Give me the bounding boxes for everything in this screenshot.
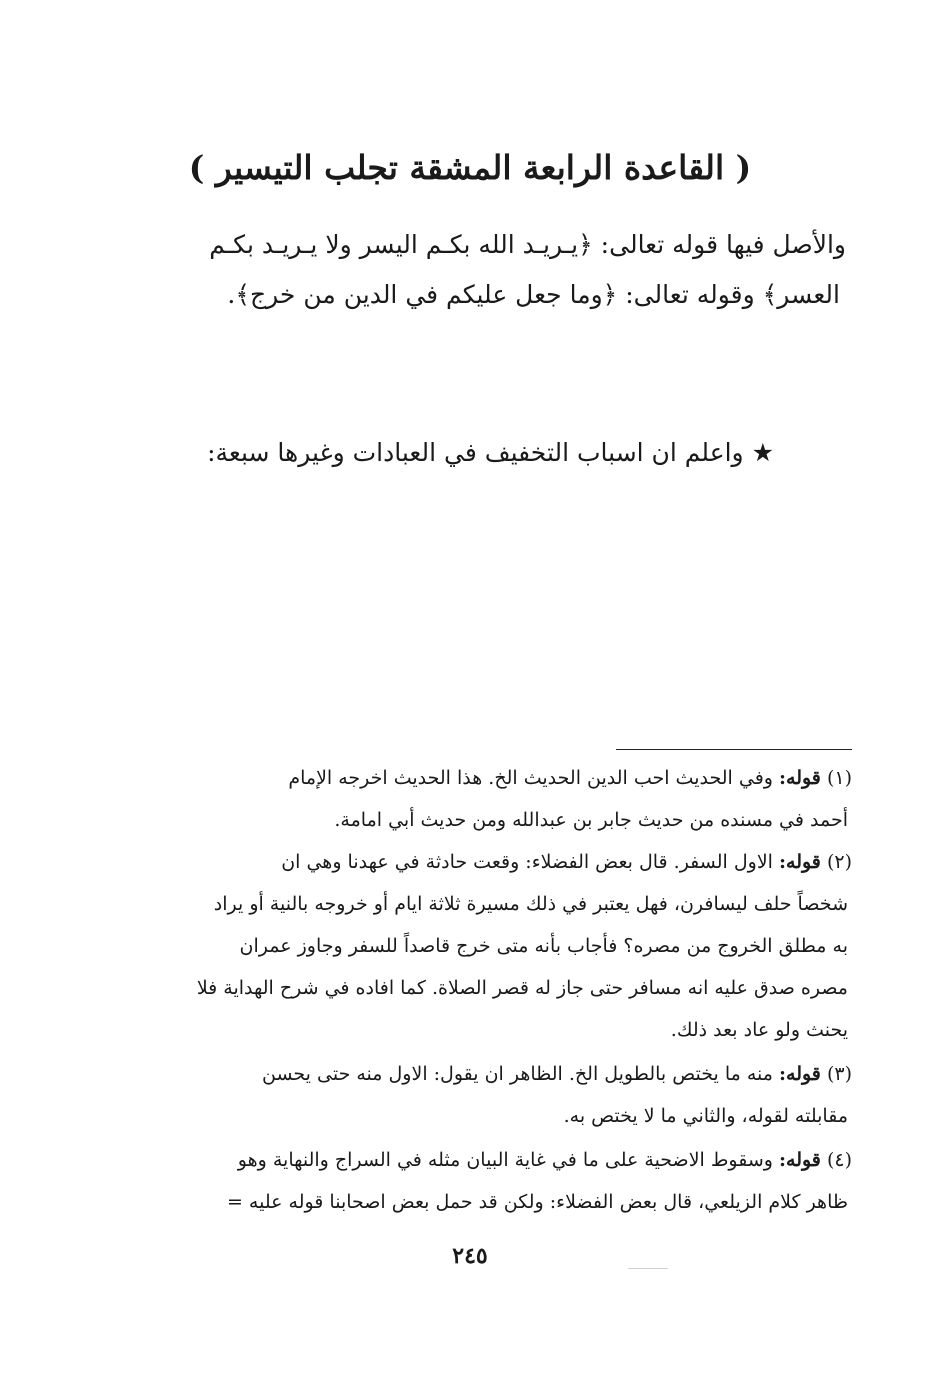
footnote-text: وسقوط الاضحية على ما في غاية البيان مثله في السراج والنهاية وهو xyxy=(237,1149,773,1171)
intro-line-2: العسر﴾ وقوله تعالى: ﴿وما جعل عليكم في الدين من خرج﴾. xyxy=(227,280,840,309)
footnote-2-line-5: يحنث ولو عاد بعد ذلك. xyxy=(670,1019,848,1041)
footnote-label: قوله: xyxy=(779,767,821,789)
footnote-1-line-2: أحمد في مسنده من حديث جابر بن عبدالله ومن حديث أبي امامة. xyxy=(334,809,848,831)
footnote-label: قوله: xyxy=(779,1063,821,1085)
footnote-number: (١) xyxy=(826,767,852,789)
page-number: ٢٤٥ xyxy=(452,1243,488,1269)
footnote-2-line-3: به مطلق الخروج من مصره؟ فأجاب بأنه متى خرج قاصداً للسفر وجاوز عمران xyxy=(239,935,848,957)
scan-mark xyxy=(628,1268,668,1269)
footnote-label: قوله: xyxy=(779,1149,821,1171)
footnote-text: منه ما يختص بالطويل الخ. الظاهر ان يقول: الاول منه حتى يحسن xyxy=(262,1063,773,1085)
footnote-2-line-4: مصره صدق عليه انه مسافر حتى جاز له قصر الصلاة. كما افاده في شرح الهداية فلا xyxy=(196,977,848,999)
intro-line-1: والأصل فيها قوله تعالى: ﴿يـريـد الله بكـم اليسر ولا يـريـد بكـم xyxy=(209,230,846,259)
footnote-3 xyxy=(100,1054,852,1094)
footnote-number: (٤) xyxy=(826,1149,852,1171)
page-title: ( القاعدة الرابعة المشقة تجلب التيسير ) xyxy=(188,148,752,187)
footnote-text: وفي الحديث احب الدين الحديث الخ. هذا الحديث اخرجه الإمام xyxy=(288,767,773,789)
footnote-1 xyxy=(100,758,852,798)
footnote-3-line-2: مقابلته لقوله، والثاني ما لا يختص به. xyxy=(563,1105,848,1127)
footnote-number: (٢) xyxy=(826,851,852,873)
footnote-number: (٣) xyxy=(826,1063,852,1085)
footnote-2 xyxy=(100,842,852,882)
footnote-4-line-2: ظاهر كلام الزيلعي، قال بعض الفضلاء: ولكن قد حمل بعض اصحابنا قوله عليه = xyxy=(226,1191,848,1213)
footnote-text: الاول السفر. قال بعض الفضلاء: وقعت حادثة في عهدنا وهي ان xyxy=(281,851,773,873)
star-note: ★ واعلم ان اسباب التخفيف في العبادات وغيرها سبعة: xyxy=(207,438,774,467)
footnote-divider xyxy=(616,749,852,750)
footnote-4 xyxy=(100,1140,852,1180)
footnote-label: قوله: xyxy=(779,851,821,873)
footnote-2-line-2: شخصاً حلف ليسافرن، فهل يعتبر في ذلك مسيرة ثلاثة ايام أو خروجه بالنية أو يراد xyxy=(213,893,848,915)
